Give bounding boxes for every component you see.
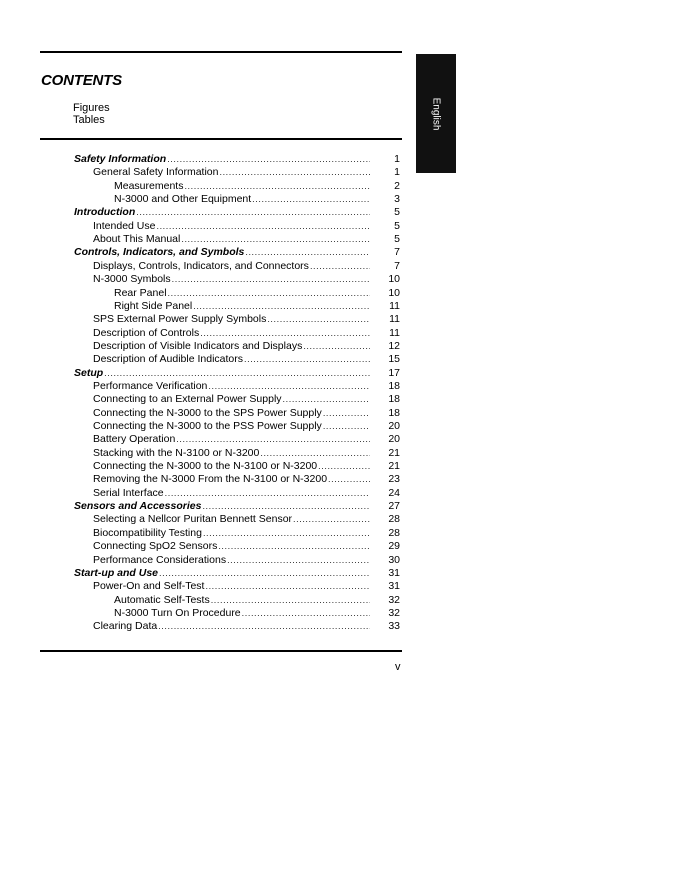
toc-entry[interactable]: [93, 313, 400, 326]
toc-entry[interactable]: [93, 327, 400, 340]
toc-entry-page: 33: [388, 620, 400, 633]
toc-entry-page: 18: [388, 406, 400, 419]
toc-entry-title: General Safety Information: [93, 166, 219, 179]
toc-entry[interactable]: [93, 220, 400, 233]
front-matter-list: [73, 102, 110, 126]
toc-dot-leader: [172, 273, 370, 286]
toc-entry-page: 12: [388, 339, 400, 352]
toc-dot-leader: [323, 420, 370, 433]
toc-dot-leader: [323, 407, 370, 420]
toc-dot-leader: [202, 500, 370, 513]
toc-entry[interactable]: [93, 420, 400, 433]
toc-entry[interactable]: [93, 407, 400, 420]
toc-entry-title: Serial Interface: [93, 486, 164, 499]
toc-dot-leader: [184, 180, 370, 193]
toc-entry[interactable]: [74, 153, 400, 166]
toc-entry-title: Connecting the N-3000 to the N-3100 or N-3200: [93, 460, 318, 473]
toc-entry-page: 31: [388, 580, 400, 593]
toc-entry[interactable]: [74, 500, 400, 513]
page-number: v: [395, 661, 401, 673]
toc-entry[interactable]: [93, 393, 400, 406]
toc-entry-page: 31: [388, 566, 400, 579]
toc-entry-page: 30: [388, 553, 400, 566]
toc-entry-page: 1: [394, 153, 400, 165]
toc-dot-leader: [242, 607, 370, 620]
toc-entry-page: 10: [388, 286, 400, 299]
toc-entry-title: Sensors and Accessories: [74, 500, 202, 513]
toc-dot-leader: [158, 620, 370, 633]
toc-dot-leader: [159, 567, 370, 580]
toc-dot-leader: [208, 380, 370, 393]
toc-entry-page: 32: [388, 593, 400, 606]
toc-entry-title: Automatic Self-Tests: [114, 593, 210, 606]
toc-entry-page: 27: [388, 500, 400, 513]
toc-entry-title: Displays, Controls, Indicators, and Connectors: [93, 259, 309, 272]
toc-entry-page: 7: [394, 246, 400, 259]
toc-entry[interactable]: [114, 180, 400, 193]
toc-dot-leader: [318, 460, 370, 473]
toc-entry-title: Description of Audible Indicators: [93, 353, 243, 366]
toc-entry-page: 1: [394, 166, 400, 179]
toc-entry-page: 28: [388, 513, 400, 526]
toc-dot-leader: [211, 594, 370, 607]
toc-dot-leader: [156, 220, 370, 233]
toc-entry-title: Description of Visible Indicators and Displays: [93, 339, 303, 352]
toc-dot-leader: [218, 540, 370, 553]
toc-entry[interactable]: [93, 580, 400, 593]
toc-entry[interactable]: [93, 447, 400, 460]
toc-entry-title: Start-up and Use: [74, 566, 159, 579]
toc-entry-page: 11: [389, 313, 400, 326]
toc-entry-page: 20: [388, 433, 400, 446]
toc-dot-leader: [245, 246, 370, 259]
toc-entry-title: Intended Use: [93, 219, 156, 232]
toc-dot-leader: [193, 300, 370, 313]
toc-entry-title: N-3000 and Other Equipment: [114, 193, 252, 206]
toc-entry-page: 5: [394, 206, 400, 219]
toc-entry[interactable]: [93, 353, 400, 366]
toc-dot-leader: [205, 580, 370, 593]
toc-entry[interactable]: [93, 166, 400, 179]
toc-entry[interactable]: [93, 527, 400, 540]
top-rule: [40, 51, 402, 53]
toc-entry-page: 5: [394, 219, 400, 232]
toc-entry[interactable]: [74, 367, 400, 380]
toc-entry-title: N-3000 Turn On Procedure: [114, 606, 241, 619]
toc-entry-title: Removing the N-3000 From the N-3100 or N-3200: [93, 473, 328, 486]
toc-entry[interactable]: [114, 193, 400, 206]
toc-entry[interactable]: [114, 594, 400, 607]
bottom-rule: [40, 650, 402, 652]
toc-entry[interactable]: [93, 487, 400, 500]
toc-entry-title: SPS External Power Supply Symbols: [93, 313, 267, 326]
toc-entry-page: 28: [388, 526, 400, 539]
toc-dot-leader: [260, 447, 370, 460]
toc-entry[interactable]: [93, 620, 400, 633]
toc-entry-title: Power-On and Self-Test: [93, 580, 205, 593]
toc-entry-title: About This Manual: [93, 233, 181, 246]
toc-entry-title: Introduction: [74, 206, 136, 219]
toc-entry-title: Rear Panel: [114, 286, 167, 299]
toc-entry-page: 2: [394, 179, 400, 192]
toc-entry[interactable]: [93, 273, 400, 286]
toc-entry-page: 15: [388, 353, 400, 366]
toc-entry-page: 21: [388, 460, 400, 473]
toc-entry-title: Performance Considerations: [93, 553, 227, 566]
language-tab: [416, 54, 456, 173]
toc-dot-leader: [136, 206, 370, 219]
toc-dot-leader: [227, 554, 370, 567]
toc-entry-title: Connecting the N-3000 to the SPS Power Supply: [93, 406, 322, 419]
toc-entry[interactable]: [93, 554, 400, 567]
toc-dot-leader: [283, 393, 370, 406]
toc-entry-title: Stacking with the N-3100 or N-3200: [93, 446, 260, 459]
toc-entry[interactable]: [114, 607, 400, 620]
toc-entry[interactable]: [93, 540, 400, 553]
toc-entry-page: 18: [388, 379, 400, 392]
toc-entry-page: 11: [389, 326, 400, 339]
divider-rule: [40, 138, 402, 140]
toc-dot-leader: [219, 166, 370, 179]
toc-dot-leader: [168, 287, 370, 300]
page-title: CONTENTS: [41, 72, 122, 89]
toc-dot-leader: [244, 353, 370, 366]
language-tab-label: English: [430, 97, 442, 131]
toc-entry[interactable]: [74, 206, 400, 219]
toc-entry[interactable]: [114, 300, 400, 313]
toc-entry[interactable]: [93, 380, 400, 393]
toc-entry-title: Battery Operation: [93, 433, 176, 446]
toc-entry[interactable]: [93, 233, 400, 246]
toc-dot-leader: [267, 313, 370, 326]
toc-dot-leader: [104, 367, 370, 380]
toc-entry-title: Controls, Indicators, and Symbols: [74, 246, 245, 259]
toc-entry-title: Connecting SpO2 Sensors: [93, 540, 218, 553]
toc-entry[interactable]: [93, 340, 400, 353]
toc-entry[interactable]: [74, 246, 400, 259]
toc-entry-page: 10: [388, 273, 400, 286]
toc-entry-page: 24: [388, 486, 400, 499]
toc-entry-title: Biocompatibility Testing: [93, 526, 202, 539]
toc-entry-page: 32: [388, 606, 400, 619]
toc-entry-page: 11: [389, 299, 400, 312]
toc-dot-leader: [181, 233, 370, 246]
toc-dot-leader: [293, 513, 370, 526]
toc-dot-leader: [200, 327, 370, 340]
toc-entry[interactable]: [93, 473, 400, 486]
toc-dot-leader: [303, 340, 370, 353]
toc-entry[interactable]: [93, 513, 400, 526]
toc-entry-title: Safety Information: [74, 153, 167, 165]
toc-entry-title: Selecting a Nellcor Puritan Bennett Sensor: [93, 513, 293, 526]
toc-entry-page: 18: [388, 393, 400, 406]
toc-entry-title: Description of Controls: [93, 326, 200, 339]
toc-entry-title: N-3000 Symbols: [93, 273, 171, 286]
toc-dot-leader: [328, 473, 370, 486]
toc-entry-page: 3: [394, 193, 400, 206]
toc-entry[interactable]: [74, 567, 400, 580]
toc-entry-title: Setup: [74, 366, 104, 379]
toc-entry-title: Right Side Panel: [114, 299, 193, 312]
toc-entry[interactable]: [93, 433, 400, 446]
toc-dot-leader: [252, 193, 370, 206]
toc-entry-page: 21: [388, 446, 400, 459]
toc-entry[interactable]: [93, 460, 400, 473]
toc-dot-leader: [310, 260, 370, 273]
toc-entry[interactable]: [93, 260, 400, 273]
toc-dot-leader: [176, 433, 370, 446]
toc-dot-leader: [165, 487, 370, 500]
toc-dot-leader: [167, 153, 370, 166]
toc-entry-title: Clearing Data: [93, 620, 158, 633]
front-matter-figures-link[interactable]: Figures: [73, 102, 110, 114]
toc-entry-title: Connecting the N-3000 to the PSS Power Supply: [93, 420, 322, 432]
toc-entry-title: Measurements: [114, 179, 184, 192]
front-matter-tables-link[interactable]: Tables: [73, 114, 105, 126]
toc-entry-page: 29: [388, 540, 400, 553]
toc-entry-page: 5: [394, 233, 400, 246]
toc-entry-title: Connecting to an External Power Supply: [93, 393, 282, 406]
toc-entry-page: 20: [388, 420, 400, 432]
toc-entry-page: 17: [388, 366, 400, 379]
toc-entry-page: 7: [394, 259, 400, 272]
toc-dot-leader: [203, 527, 370, 540]
toc-entry-page: 23: [388, 473, 400, 486]
toc-entry-title: Performance Verification: [93, 379, 208, 392]
toc-entry[interactable]: [114, 287, 400, 300]
